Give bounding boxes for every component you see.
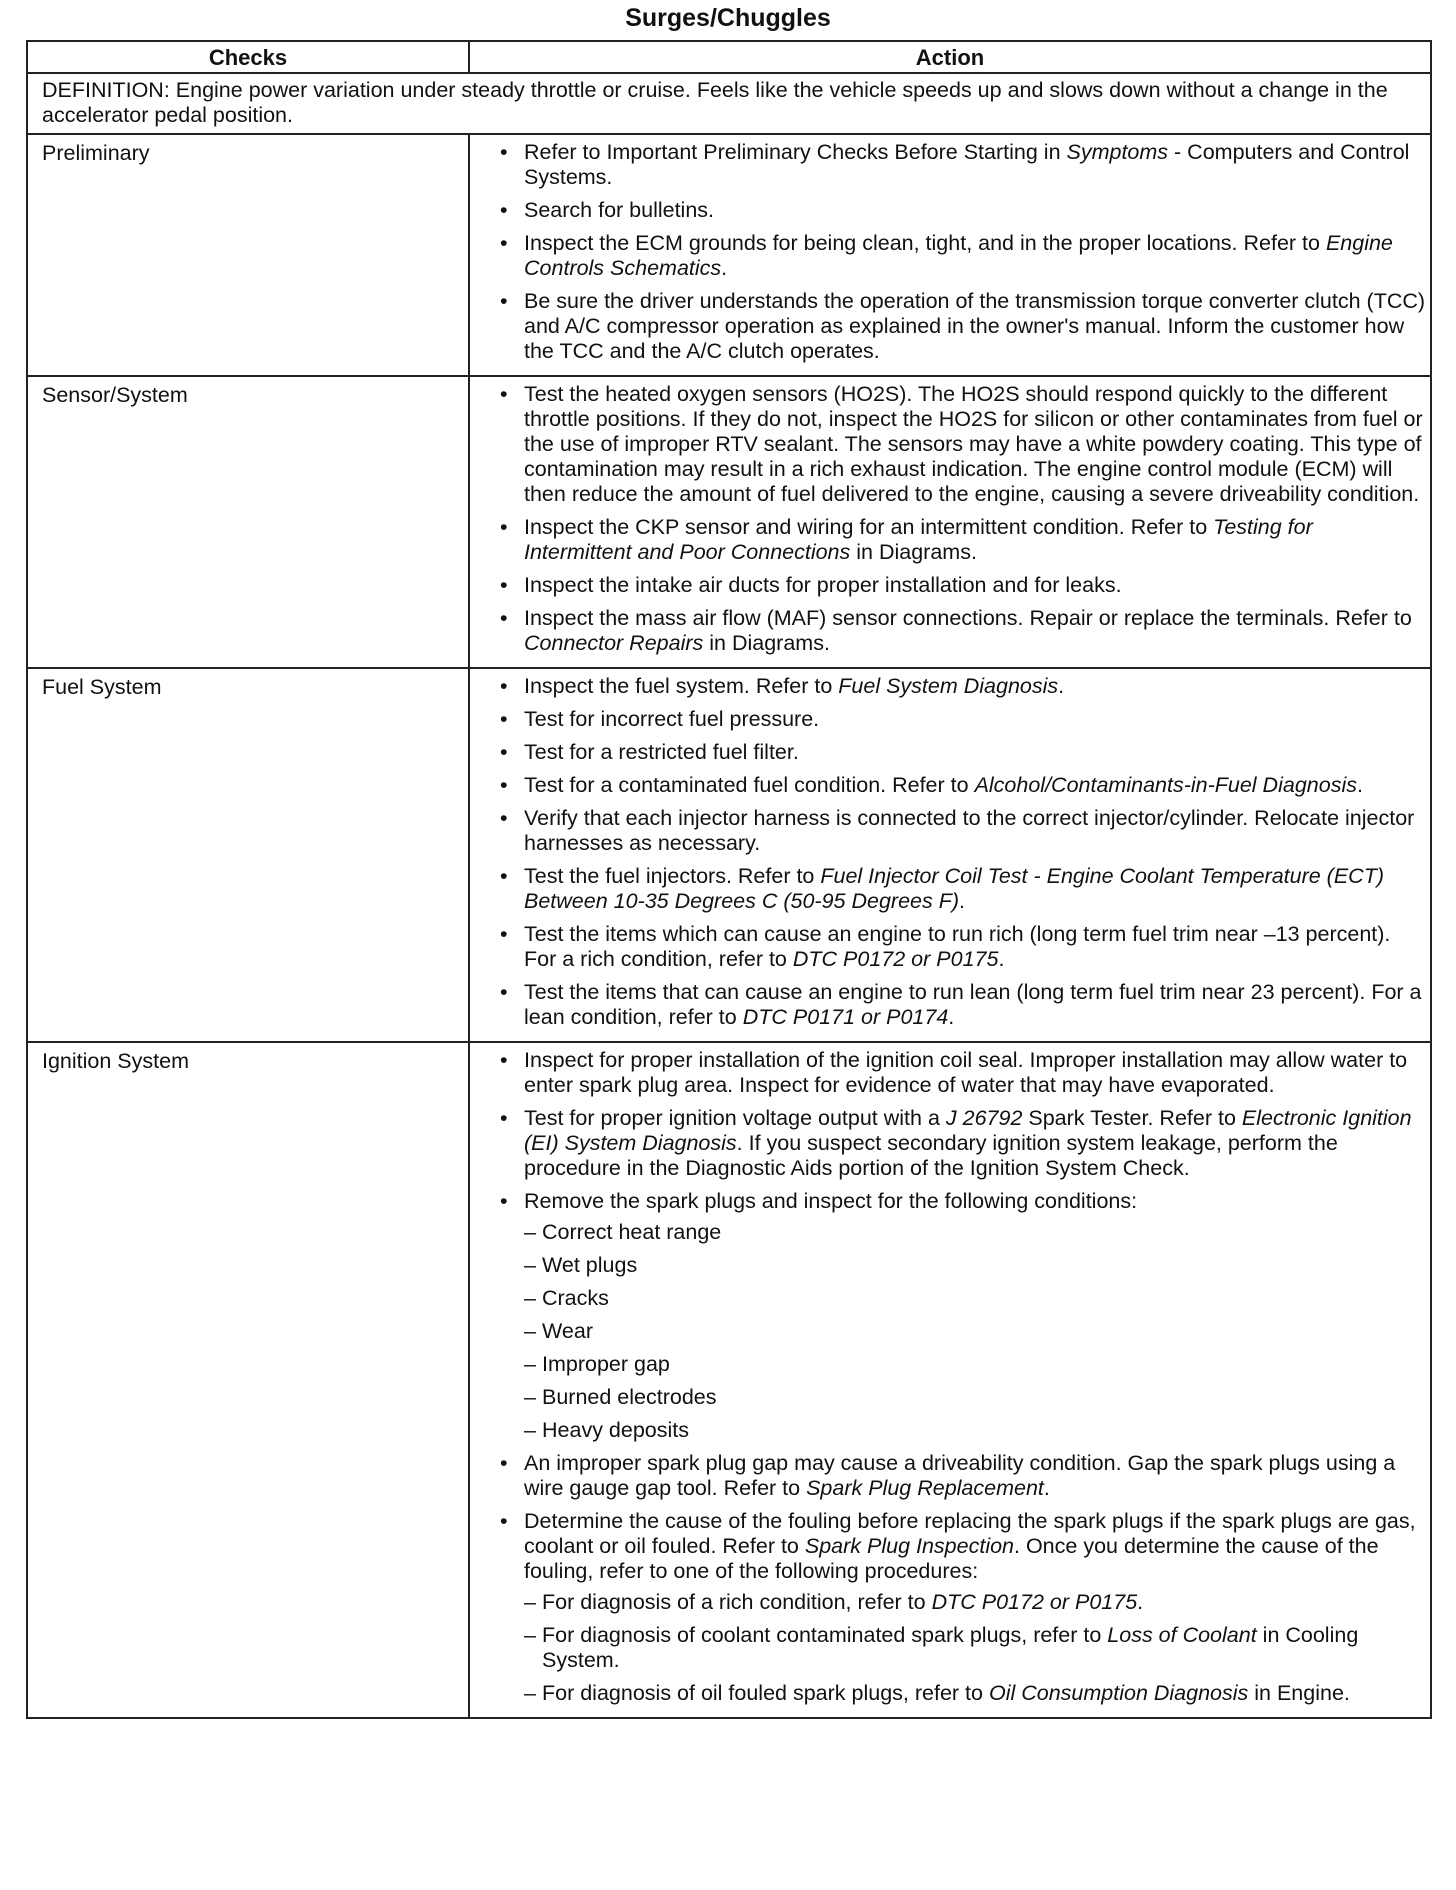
sub-list-item: – Wet plugs — [524, 1253, 1426, 1278]
sub-list-item: – For diagnosis of oil fouled spark plugs, refer to Oil Consumption Diagnosis in Engine. — [524, 1681, 1426, 1706]
action-cell — [469, 134, 1431, 376]
action-item: • Inspect for proper installation of the ignition coil seal. Improper installation may allow water to enter spark plug area. Inspect for evidence of water that may have evaporated. — [524, 1048, 1426, 1098]
sub-list-item: – Wear — [524, 1319, 1426, 1344]
action-item: • Search for bulletins. — [524, 198, 1426, 223]
action-item: • Test for proper ignition voltage output with a J 26792 Spark Tester. Refer to Electronic Ignition (EI) System Diagnosis. If you suspect secondary ignition system leakage, perform the procedure in the Diagnostic Aids portion of the Ignition System Check. — [524, 1106, 1426, 1181]
action-item: • Test for a restricted fuel filter. — [524, 740, 1426, 765]
action-item: • Inspect the intake air ducts for proper installation and for leaks. — [524, 573, 1426, 598]
action-item: • Test the heated oxygen sensors (HO2S). The HO2S should respond quickly to the different throttle positions. If they do not, inspect the HO2S for silicon or other contaminates from fuel or the use of improper RTV sealant. The sensors may have a white powdery coating. This type of contamination may result in a rich exhaust indication. The engine control module (ECM) will then reduce the amount of fuel delivered to the engine, causing a severe driveability condition. — [524, 382, 1426, 507]
sub-list-item: – For diagnosis of coolant contaminated spark plugs, refer to Loss of Coolant in Cooling System. — [524, 1623, 1426, 1673]
action-cell — [469, 668, 1431, 1042]
action-item: • Determine the cause of the fouling before replacing the spark plugs if the spark plugs are gas, coolant or oil fouled. Refer to Spark Plug Inspection. Once you determine the cause of the fouling, refer to one of the following procedures: – For diagnosis of a rich condition, refer to DTC P0172 or P0175. – For diagnosis of coolant contaminated spark plugs, refer to Loss of Coolant in Cooling System. – For diagnosis of oil fouled spark plugs, refer to Oil Consumption Diagnosis in Engine. — [524, 1509, 1426, 1706]
table-row — [27, 134, 1431, 376]
action-list — [524, 140, 1426, 364]
sub-list — [524, 1220, 1426, 1443]
check-cell: Ignition System — [27, 1042, 469, 1718]
action-item: • Test the items that can cause an engine to run lean (long term fuel trim near 23 percent). For a lean condition, refer to DTC P0171 or P0174. — [524, 980, 1426, 1030]
action-item: • An improper spark plug gap may cause a driveability condition. Gap the spark plugs using a wire gauge gap tool. Refer to Spark Plug Replacement. — [524, 1451, 1426, 1501]
action-list — [524, 1048, 1426, 1706]
action-cell — [469, 1042, 1431, 1718]
sub-list-item: – Improper gap — [524, 1352, 1426, 1377]
checks-header: Checks — [27, 41, 469, 73]
action-item: • Inspect the CKP sensor and wiring for an intermittent condition. Refer to Testing for Intermittent and Poor Connections in Diagrams. — [524, 515, 1426, 565]
action-item: • Inspect the mass air flow (MAF) sensor connections. Repair or replace the terminals. Refer to Connector Repairs in Diagrams. — [524, 606, 1426, 656]
sub-list-item: – Heavy deposits — [524, 1418, 1426, 1443]
definition-row — [27, 73, 1431, 134]
sub-list-item: – For diagnosis of a rich condition, refer to DTC P0172 or P0175. — [524, 1590, 1426, 1615]
action-list — [524, 674, 1426, 1030]
sub-list — [524, 1590, 1426, 1706]
action-item: • Remove the spark plugs and inspect for the following conditions: – Correct heat range – Wet plugs – Cracks – Wear – Improper gap – Burned electrodes – Heavy deposits — [524, 1189, 1426, 1443]
table-header-row — [27, 41, 1431, 73]
definition-text: DEFINITION: Engine power variation under steady throttle or cruise. Feels like the vehicle speeds up and slows down without a change in the accelerator pedal position. — [27, 73, 1431, 134]
action-cell — [469, 376, 1431, 668]
table-row — [27, 376, 1431, 668]
action-item: • Refer to Important Preliminary Checks Before Starting in Symptoms - Computers and Control Systems. — [524, 140, 1426, 190]
action-item: • Test the fuel injectors. Refer to Fuel Injector Coil Test - Engine Coolant Temperature (ECT) Between 10-35 Degrees C (50-95 Degrees F). — [524, 864, 1426, 914]
check-cell: Preliminary — [27, 134, 469, 376]
action-item: • Test for incorrect fuel pressure. — [524, 707, 1426, 732]
action-header: Action — [469, 41, 1431, 73]
sub-list-item: – Cracks — [524, 1286, 1426, 1311]
sub-list-item: – Correct heat range — [524, 1220, 1426, 1245]
action-item: • Verify that each injector harness is connected to the correct injector/cylinder. Relocate injector harnesses as necessary. — [524, 806, 1426, 856]
table-row — [27, 668, 1431, 1042]
diagnostic-table — [26, 40, 1432, 1719]
page-title: Surges/Chuggles — [625, 4, 831, 32]
table-body — [27, 134, 1431, 1718]
sub-list-item: – Burned electrodes — [524, 1385, 1426, 1410]
action-list — [524, 382, 1426, 656]
action-item: • Be sure the driver understands the operation of the transmission torque converter clutch (TCC) and A/C compressor operation as explained in the owner's manual. Inform the customer how the TCC and the A/C clutch operates. — [524, 289, 1426, 364]
action-item: • Test the items which can cause an engine to run rich (long term fuel trim near –13 percent). For a rich condition, refer to DTC P0172 or P0175. — [524, 922, 1426, 972]
action-item: • Inspect the ECM grounds for being clean, tight, and in the proper locations. Refer to Engine Controls Schematics. — [524, 231, 1426, 281]
table-row — [27, 1042, 1431, 1718]
check-cell: Sensor/System — [27, 376, 469, 668]
action-item: • Test for a contaminated fuel condition. Refer to Alcohol/Contaminants-in-Fuel Diagnosis. — [524, 773, 1426, 798]
check-cell: Fuel System — [27, 668, 469, 1042]
action-item: • Inspect the fuel system. Refer to Fuel System Diagnosis. — [524, 674, 1426, 699]
